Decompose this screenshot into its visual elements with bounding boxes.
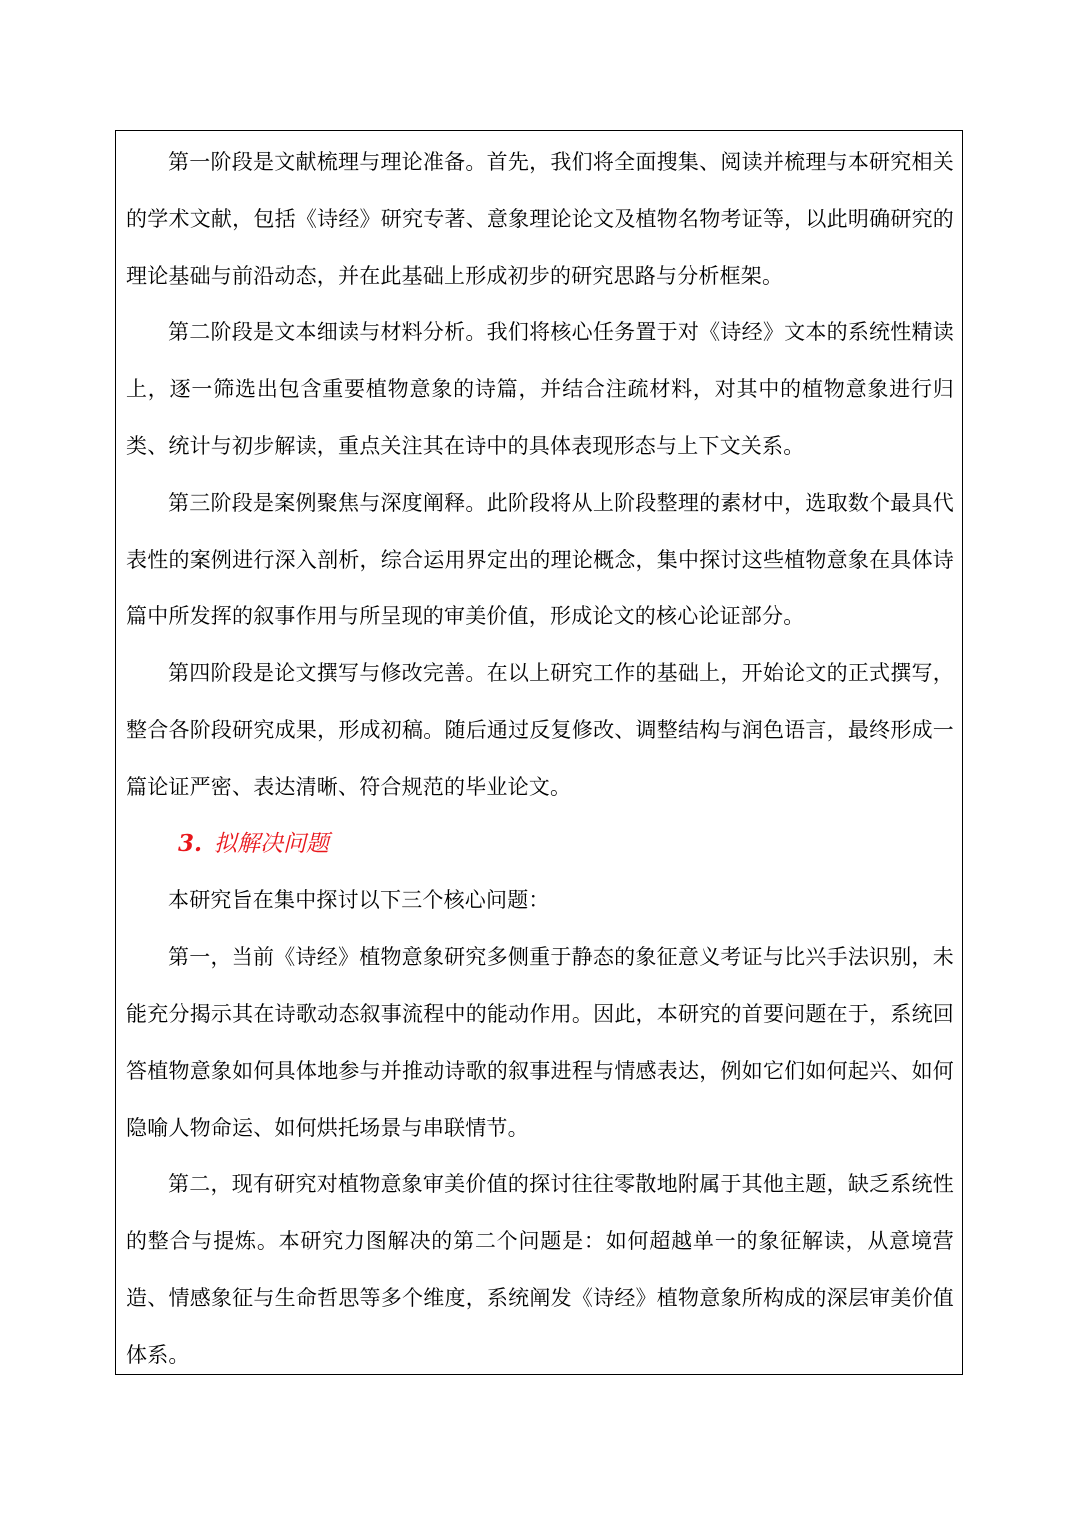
section-title: 拟解决问题 bbox=[214, 830, 330, 857]
section-heading bbox=[126, 816, 954, 873]
paragraph-stage-2: 第二阶段是文本细读与材料分析。我们将核心任务置于对《诗经》文本的系统性精读上，逐一筛选出包含重要植物意象的诗篇，并结合注疏材料，对其中的植物意象进行归类、统计与初步解读，重点关注其在诗中的具体表现形态与上下文关系。 bbox=[126, 320, 954, 458]
section-number: 3. bbox=[178, 829, 203, 857]
document-body bbox=[126, 134, 954, 1384]
paragraph-problem-2: 第二，现有研究对植物意象审美价值的探讨往往零散地附属于其他主题，缺乏系统性的整合与提炼。本研究力图解决的第二个问题是：如何超越单一的象征解读，从意境营造、情感象征与生命哲思等多个维度，系统阐发《诗经》植物意象所构成的深层审美价值体系。 bbox=[126, 1172, 954, 1367]
paragraph-problem-1: 第一，当前《诗经》植物意象研究多侧重于静态的象征意义考证与比兴手法识别，未能充分揭示其在诗歌动态叙事流程中的能动作用。因此，本研究的首要问题在于，系统回答植物意象如何具体地参与并推动诗歌的叙事进程与情感表达，例如它们如何起兴、如何隐喻人物命运、如何烘托场景与串联情节。 bbox=[126, 945, 954, 1140]
paragraph-stage-1: 第一阶段是文献梳理与理论准备。首先，我们将全面搜集、阅读并梳理与本研究相关的学术文献，包括《诗经》研究专著、意象理论论文及植物名物考证等，以此明确研究的理论基础与前沿动态，并在此基础上形成初步的研究思路与分析框架。 bbox=[126, 150, 954, 288]
content-frame bbox=[115, 130, 963, 1375]
paragraph-stage-4: 第四阶段是论文撰写与修改完善。在以上研究工作的基础上，开始论文的正式撰写，整合各阶段研究成果，形成初稿。随后通过反复修改、调整结构与润色语言，最终形成一篇论证严密、表达清晰、符合规范的毕业论文。 bbox=[126, 661, 954, 799]
paragraph-stage-3: 第三阶段是案例聚焦与深度阐释。此阶段将从上阶段整理的素材中，选取数个最具代表性的案例进行深入剖析，综合运用界定出的理论概念，集中探讨这些植物意象在具体诗篇中所发挥的叙事作用与所呈现的审美价值，形成论文的核心论证部分。 bbox=[126, 490, 954, 629]
paragraph-problems-intro: 本研究旨在集中探讨以下三个核心问题： bbox=[168, 888, 550, 913]
